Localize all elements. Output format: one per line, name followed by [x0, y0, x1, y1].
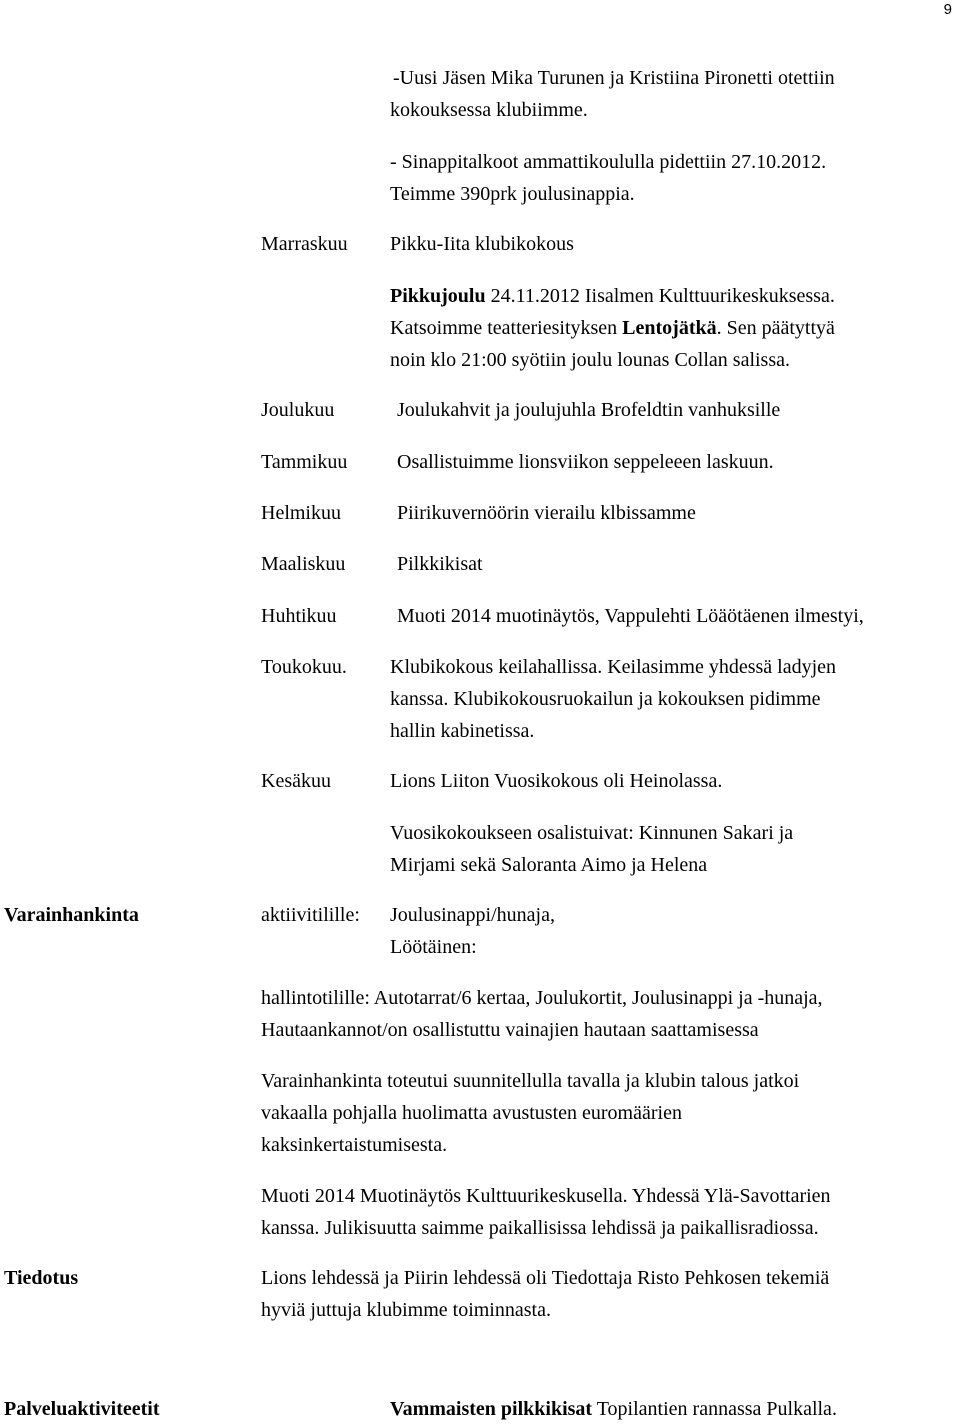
- page-number: 9: [943, 1, 952, 18]
- aktiivi-line-1: Joulusinappi/hunaja,: [390, 904, 555, 926]
- aktiivi-line-2: Löötäinen:: [390, 936, 477, 958]
- palvelu-bold: Vammaisten pilkkikisat: [390, 1398, 593, 1420]
- section-heading-varainhankinta: Varainhankinta: [4, 904, 139, 926]
- maaliskuu-text: Pilkkikisat: [397, 553, 483, 575]
- month-joulukuu: Joulukuu: [261, 399, 335, 421]
- month-helmikuu: Helmikuu: [261, 502, 341, 524]
- intro-line-2: kokouksessa klubiimme.: [390, 99, 588, 121]
- month-toukokuu: Toukokuu.: [261, 656, 347, 678]
- section-heading-palveluaktiviteetit: Palveluaktiviteetit: [4, 1398, 160, 1420]
- summary-line-1: Varainhankinta toteutui suunnitellulla tavalla ja klubin talous jatkoi: [261, 1070, 800, 1092]
- intro-line-3: - Sinappitalkoot ammattikoululla pidettiin 27.10.2012.: [390, 151, 827, 173]
- huhtikuu-text: Muoti 2014 muotinäytös, Vappulehti Löäötäenen ilmestyi,: [397, 605, 864, 627]
- pikkujoulu-bold: Pikkujoulu: [390, 285, 486, 307]
- summary-line-2: vakaalla pohjalla huolimatta avustusten euromäärien: [261, 1102, 682, 1124]
- hallinto-line-2: Hautaankannot/on osallistuttu vainajien hautaan saattamisessa: [261, 1019, 759, 1041]
- month-marraskuu: Marraskuu: [261, 233, 348, 255]
- aktiivi-label: aktiivitilille:: [261, 904, 360, 926]
- month-tammikuu: Tammikuu: [261, 451, 348, 473]
- tiedotus-line-1: Lions lehdessä ja Piirin lehdessä oli Tiedottaja Risto Pehkosen tekemiä: [261, 1267, 830, 1289]
- month-huhtikuu: Huhtikuu: [261, 605, 337, 627]
- toukokuu-line-1: Klubikokous keilahallissa. Keilasimme yhdessä ladyjen: [390, 656, 837, 678]
- intro-line-1: -Uusi Jäsen Mika Turunen ja Kristiina Pironetti otettiin: [393, 67, 835, 89]
- helmikuu-text: Piirikuvernöörin vierailu klbissamme: [397, 502, 696, 524]
- month-maaliskuu: Maaliskuu: [261, 553, 346, 575]
- month-kesakuu: Kesäkuu: [261, 770, 331, 792]
- pikkujoulu-rest: 24.11.2012 Iisalmen Kulttuurikeskuksessa.: [485, 285, 835, 307]
- toukokuu-line-2: kanssa. Klubikokousruokailun ja kokouksen pidimme: [390, 688, 821, 710]
- marraskuu-line-3: [390, 312, 835, 344]
- muoti-line-2: kanssa. Julikisuutta saimme paikallisissa lehdissä ja paikallisradiossa.: [261, 1217, 819, 1239]
- muoti-line-1: Muoti 2014 Muotinäytös Kulttuurikeskusella. Yhdessä Ylä-Savottarien: [261, 1185, 831, 1207]
- play-title: Lentojätkä: [622, 317, 717, 339]
- marraskuu-line-1: Pikku-Iita klubikokous: [390, 233, 574, 255]
- line3-post: . Sen päätyttyä: [716, 317, 835, 339]
- kesakuu-line-3: Mirjami sekä Saloranta Aimo ja Helena: [390, 854, 708, 876]
- hallinto-line-1: hallintotilille: Autotarrat/6 kertaa, Joulukortit, Joulusinappi ja -hunaja,: [261, 987, 823, 1009]
- summary-line-3: kaksinkertaistumisesta.: [261, 1134, 448, 1156]
- line3-pre: Katsoimme teatteriesityksen: [390, 317, 623, 339]
- kesakuu-line-1: Lions Liiton Vuosikokous oli Heinolassa.: [390, 770, 723, 792]
- tammikuu-text: Osallistuimme lionsviikon seppeleeen laskuun.: [397, 451, 774, 473]
- marraskuu-line-4: noin klo 21:00 syötiin joulu lounas Collan salissa.: [390, 349, 790, 371]
- kesakuu-line-2: Vuosikokoukseen osalistuivat: Kinnunen Sakari ja: [390, 822, 794, 844]
- joulukuu-text: Joulukahvit ja joulujuhla Brofeldtin vanhuksille: [397, 399, 781, 421]
- palvelu-rest: Topilantien rannassa Pulkalla.: [592, 1398, 837, 1420]
- pikkujoulu-line: [390, 280, 835, 312]
- intro-line-4: Teimme 390prk joulusinappia.: [390, 183, 635, 205]
- tiedotus-line-2: hyviä juttuja klubimme toiminnasta.: [261, 1299, 551, 1321]
- section-heading-tiedotus: Tiedotus: [4, 1267, 79, 1289]
- palvelu-line: [390, 1393, 837, 1425]
- toukokuu-line-3: hallin kabinetissa.: [390, 720, 535, 742]
